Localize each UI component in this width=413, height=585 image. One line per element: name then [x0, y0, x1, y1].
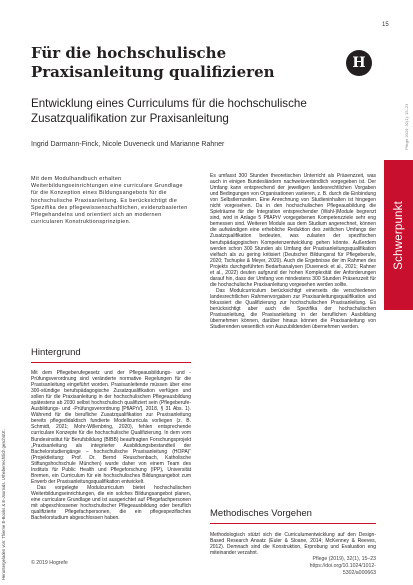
heading-hintergrund: Hintergrund	[31, 347, 81, 358]
page-number: 15	[382, 22, 389, 28]
abstract-text: Mit dem Modulhandbuch erhalten Weiterbildungseinrichtungen eine curriculare Grundlage für die Konzeption eines Bildungsangebots für die hochschulische Praxisanleitung. Es berücksichtigt die Spezifika des pflegewissenschaftlichen, evidenzbasierten Pflegehandelns und orientiert sich an modernen curricularen Konstruktionsprinzipien.	[31, 176, 188, 226]
paragraph: Mit dem Pflegeberufegesetz und der Pflegeausbildungs- und -Prüfungsverordnung sind veränderte normative Regelungen für die Praxisanleitung eingeführt worden. Praxisanleitende müssen über eine 300-stündige berufspädagogische Zusatzqualifikation verfügen und sollen für die Praxisanleitung in der hochschulischen Pflegeausbildung spätestens ab 2030 selbst hochschulisch qualifiziert sein (Pflegeberufe-Ausbildungs- und -Prüfungsverordnung [PflAPrV], 2018, § 31 Abs. 1). Während für die berufliche Zusatzqualifikation zur Praxisanleitung bereits pflegedidaktisch fundierte Modellcurricula vorliegen (z. B. Schmidt, 2021; Mohr-Willenbring, 2020), fehlen entsprechende curriculare Konzepte für die hochschulische Qualifizierung. In dem vom Bundesinstitut für Berufsbildung (BIBB) beauftragten Forschungsprojekt „Praxisanleitung als integrierter Ausbildungsbestandteil der Bachelorstudiengänge – hochschulische Praxisanleitung (HOPA)“ (Projektleitung: Prof. Dr. Bernd Reuschenbach, Katholische Stiftungshochschule München) wurde daher von einem Team des Instituts für Public Health und Pflegeforschung (IPP), Universität Bremen, ein Curriculum für ein hochschulisches Bildungsangebot zum Erwerb der Praxisanleitungsqualifikation entwickelt.	[31, 370, 191, 485]
paragraph: Es umfasst 300 Stunden theoretischen Unterricht als Präsenzzeit, was auch in einigen Bundesländern nachweisverbindlich vorgegeben ist. Der Umfang kann entsprechend der jeweiligen landesrechtlichen Vorgaben und Bedingungen von Organisationen variieren, z. B. durch die Einbindung von Selbstlernzeiten. Eine Anrechnung von Studieninhalten ist hingegen nicht vorgesehen. Da in den hochschulischen Pflegeausbildung die Spielräume für die Integration entsprechender (Wahl-)Module begrenzt sind, wird in Anlage 5 PflAPrV vorgegebenen Kompetenzziele sehr eng bemessen sind. Weiteren Module aus dem Studium angerechnet, können die aufwändigen eine erhebliche Reduktion des zeitlichen Umfangs der Zusatzqualifikation bedeuten, was zulasten der spezifischen berufspädagogischen Kompetenzentwicklung gehen könnte. Außerdem werden schon 300 Stunden als Umfang der Praxisanleitungsqualifikation vielfach als zu gering kritisiert (Deutscher Bildungsrat für Pflegeberufe, 2020; Tschupke & Meyer, 2020). Auch die Ergebnisse der im Rahmen des Projekts durchgeführten Bedarfsanalysen (Duveneck et al., 2021; Rahner et al., 2022) deuten aufgrund der hohen Komplexität der Anforderungen darauf hin, dass der Umfang von mindestens 300 Stunden Präsenzzeit für die hochschulische Praxisanleitung vorgesehen werden sollte.	[210, 173, 376, 288]
body-column-left	[31, 370, 191, 572]
section-tab-label: Schwerpunkt	[392, 200, 405, 270]
author-line: Ingrid Darmann-Finck, Nicole Duveneck und Marianne Rahner	[31, 141, 225, 148]
paragraph: Das vorgelegte Modulcurriculum bietet hochschulischen Weiterbildungseinrichtungen, die ein solches Bildungsangebot planen, eine curriculare Grundlage und ist ausgerichtet auf Pflegefachpersonen mit abgeschlossener hochschulischer Pflegeausbildung oder beruflich qualifizierte Pflegefachpersonen, die ein pflegespezifisches Bachelorstudium abgeschlossen haben.	[31, 484, 191, 522]
citation-journal: Pflege (2019), 32(1), 15–23	[312, 556, 376, 562]
heading-rule-right	[210, 523, 376, 524]
heading-rule-left	[31, 362, 191, 363]
article-subtitle: Entwicklung eines Curriculums für die hochschulische Zusatzqualifikation zur Praxisanleitung	[31, 97, 307, 125]
citation-footer	[290, 556, 376, 577]
body-column-right-method	[210, 527, 376, 557]
article-title: Für die hochschulische Praxisanleitung qualifizieren	[31, 44, 275, 81]
section-tab	[384, 160, 413, 310]
heading-methodisches-vorgehen: Methodisches Vorgehen	[210, 508, 312, 519]
paragraph: Das Modulcurriculum berücksichtigt einerseits die verschiedenen landesrechtlichen Rahmenvorgaben zur Praxisanleitungsqualifikation und fokussiert die Qualifizierung zur hochschulischen Praxisanleitung. Es berücksichtigt aber auch die Spezifika der hochschulischen Praxisanleitung, die Praxisanleitung in der beruflichen Ausbildung übernehmen können, darüber hinaus können die Praxisanleitung von Studierenden wesentlich von Auszubildenden übernehmen werden.	[210, 287, 376, 331]
abstract	[31, 176, 191, 226]
copyright: © 2019 Hogrefe	[31, 560, 68, 566]
body-column-right	[210, 173, 376, 460]
journal-logo: H	[346, 50, 372, 76]
paragraph: Methodologisch stützt sich die Curriculumentwicklung auf den Design-Based Research Ansatz (Euler & Sloane, 2014; McKenney & Reeves, 2012). Demnach sind die Konstruktion, Erprobung und Evaluation eng miteinander verzahnt.	[210, 532, 376, 557]
download-notice: Heruntergeladen von: Thieme E-Books & E-Journals. Urheberrechtlich geschützt.	[1, 429, 6, 580]
citation-doi: https://doi.org/10.1024/1012-5302/a000663	[309, 563, 376, 576]
journal-strip: Pflege 2019; 32(1): 15–23	[404, 103, 409, 150]
